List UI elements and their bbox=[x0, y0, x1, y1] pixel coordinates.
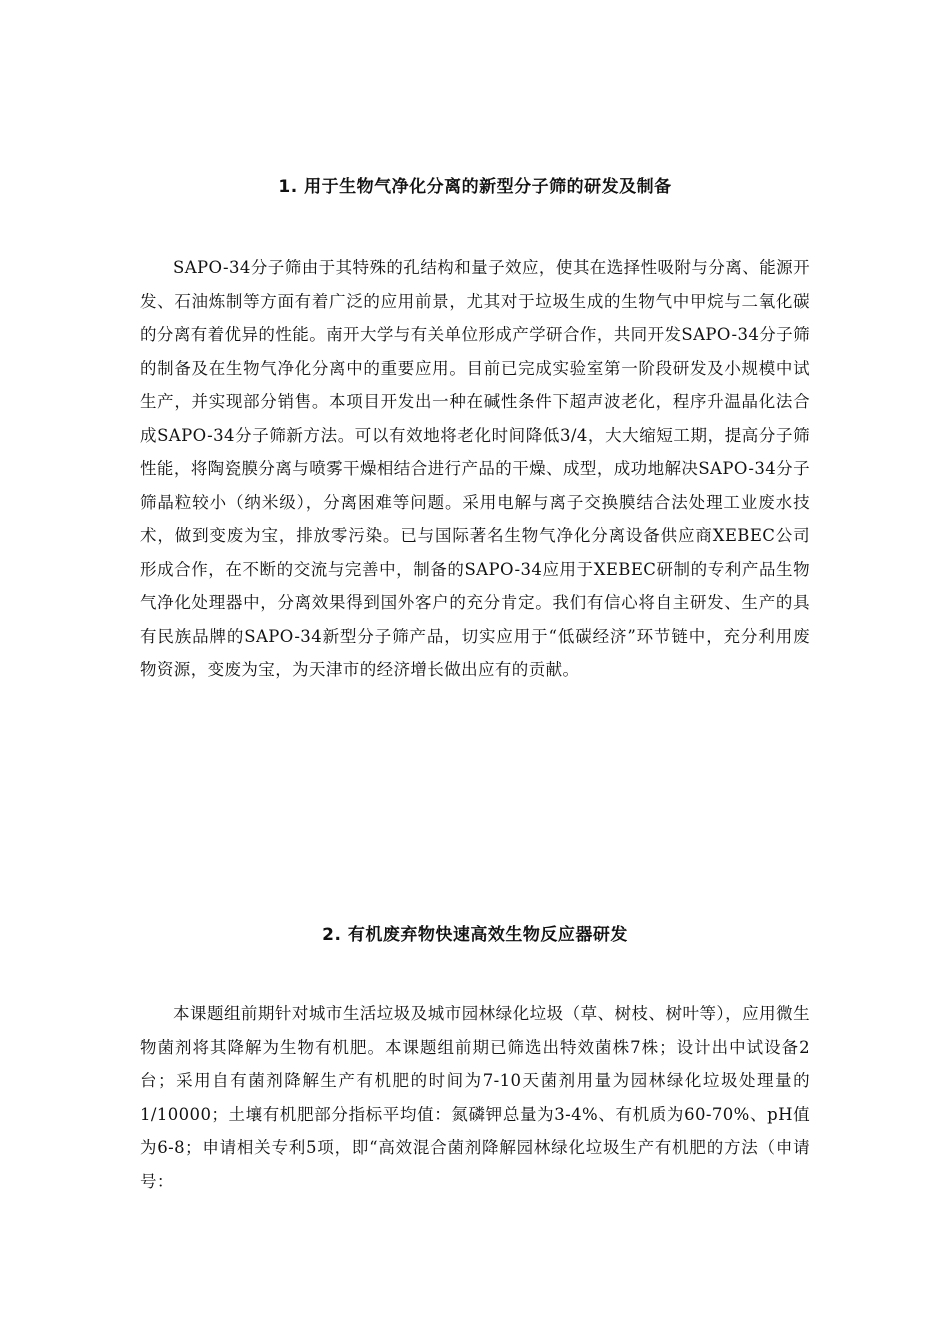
section-2-body: 本课题组前期针对城市生活垃圾及城市园林绿化垃圾（草、树枝、树叶等），应用微生物菌剂将其降解为生物有机肥。本课题组前期已筛选出特效菌株7株；设计出中试设备2台；采用自有菌剂降解生产有机肥的时间为7-10天菌剂用量为园林绿化垃圾处理量的1/10000；土壤有机肥部分指标平均值：氮磷钾总量为3-4%、有机质为60-70%、pH值为6-8；申请相关专利5项，即“高效混合菌剂降解园林绿化垃圾生产有机肥的方法（申请号： bbox=[140, 1004, 810, 1191]
section-1-heading: 1. 用于生物气净化分离的新型分子筛的研发及制备 bbox=[278, 177, 672, 197]
section-1-body: SAPO-34分子筛由于其特殊的孔结构和量子效应，使其在选择性吸附与分离、能源开发、石油炼制等方面有着广泛的应用前景，尤其对于垃圾生成的生物气中甲烷与二氧化碳的分离有着优异的性能。南开大学与有关单位形成产学研合作，共同开发SAPO-34分子筛的制备及在生物气净化分离中的重要应用。目前已完成实验室第一阶段研发及小规模中试生产，并实现部分销售。本项目开发出一种在碱性条件下超声波老化，程序升温晶化法合成SAPO-34分子筛新方法。可以有效地将老化时间降低3/4，大大缩短工期，提高分子筛性能，将陶瓷膜分离与喷雾干燥相结合进行产品的干燥、成型，成功地解决SAPO-34分子筛晶粒较小（纳米级），分离困难等问题。采用电解与离子交换膜结合法处理工业废水技术，做到变废为宝，排放零污染。已与国际著名生物气净化分离设备供应商XEBEC公司形成合作，在不断的交流与完善中，制备的SAPO-34应用于XEBEC研制的专利产品生物气净化处理器中，分离效果得到国外客户的充分肯定。我们有信心将自主研发、生产的具有民族品牌的SAPO-34新型分子筛产品，切实应用于“低碳经济”环节链中，充分利用废物资源，变废为宝，为天津市的经济增长做出应有的贡献。 bbox=[140, 258, 810, 679]
section-2-heading: 2. 有机废弃物快速高效生物反应器研发 bbox=[322, 925, 628, 945]
